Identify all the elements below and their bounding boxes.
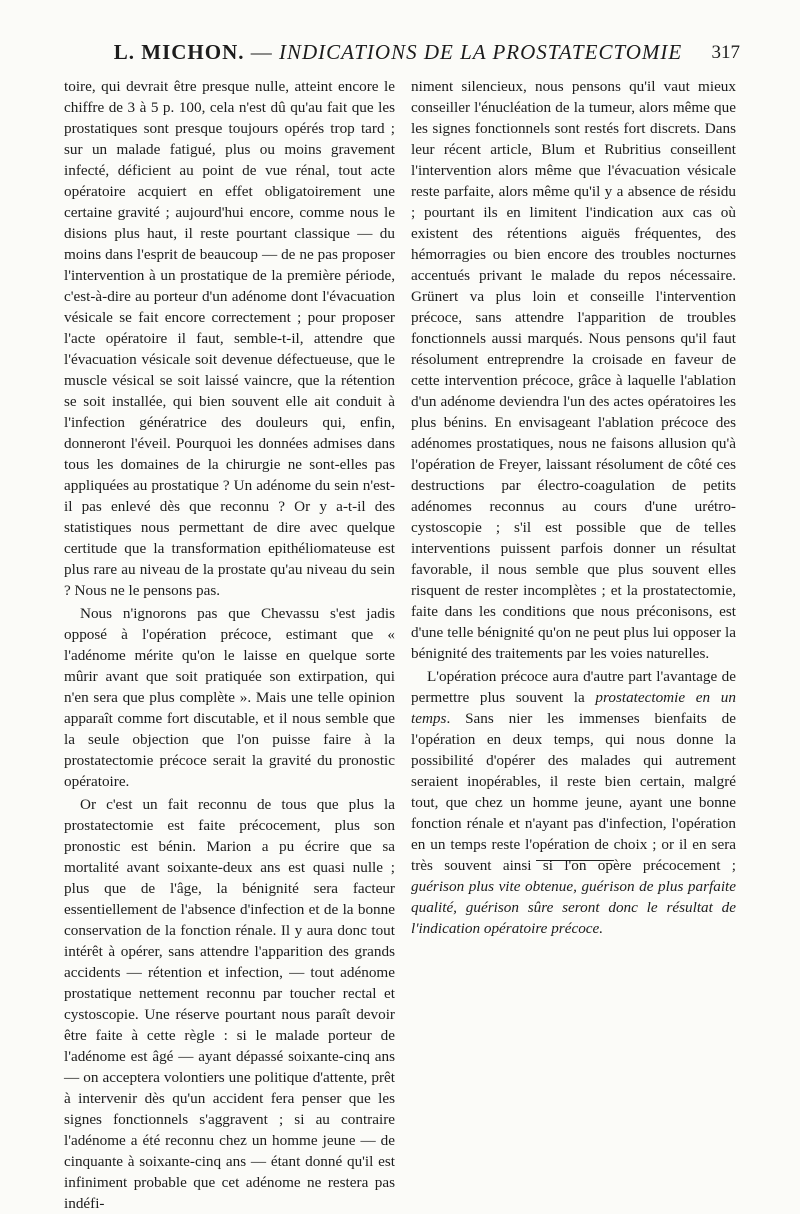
right-paragraph-2-conclusion: guérison plus vite obtenue, guérison de plus parfaite qualité, guérison sûre seront donc le résultat de l'indication opératoire précoce. <box>411 878 736 937</box>
header-subject: INDICATIONS DE LA PROSTATECTOMIE <box>279 40 683 64</box>
running-header <box>98 40 740 70</box>
right-paragraph-1: niment silencieux, nous pensons qu'il vaut mieux conseiller l'énucléation de la tumeur, alors même que les signes fonctionnels sont restés fort discrets. Dans leur récent article, Blum et Rubritius conseillent l'intervention alors même que l'évacuation vésicale reste parfaite, alors même qu'il y a absence de résidu ; pourtant ils en limitent l'indication aux cas où existent des rétentions aiguës fréquentes, des hémorragies ou bien encore des troubles nocturnes accentués privant le malade du repos nécessaire. Grünert va plus loin et conseille l'intervention précoce, sans attendre l'apparition de troubles fonctionnels aussi marqués. Nous pensons qu'il faut résolument entreprendre la croisade en faveur de cette intervention précoce, grâce à laquelle l'ablation d'un adénome deviendra l'un des actes opératoires les plus bénins. En envisageant l'ablation précoce des adénomes prostatiques, nous ne faisons allusion qu'à l'opération de Freyer, laissant résolument de côté ces destructions par électro-coagulation de petits adénomes reconnus au cours d'une urétro-cystoscopie ; s'il est possible que de telles interventions puissent parfois donner un résultat favorable, il nous semble que plus souvent elles risquent de rester incomplètes ; et la prostatectomie, faite dans les conditions que nous préconisons, est d'une telle bénignité qu'on ne peut plus lui opposer la bénignité des traitements par les voies naturelles. <box>411 78 736 662</box>
section-end-rule <box>536 860 614 861</box>
running-title <box>98 40 698 65</box>
right-paragraph-2-a: L'opération précoce aura d'autre part l'avantage de permettre plus souvent la <box>411 668 736 706</box>
left-paragraph-1: toire, qui devrait être presque nulle, atteint encore le chiffre de 3 à 5 p. 100, cela n'est dû qu'au fait que les prostatiques sont presque toujours opérés trop tard ; sur un malade fatigué, plus ou moins gravement infecté, déficient au point de vue rénal, tout acte opératoire acquiert en effet obligatoirement une certaine gravité ; aujourd'hui encore, comme nous le disions plus haut, il reste pourtant classique — du moins dans l'esprit de beaucoup — de ne pas proposer l'intervention à un prostatique de la première période, c'est-à-dire au porteur d'un adénome dont l'évacuation vésicale se fait encore correctement ; pour proposer l'acte opératoire il faut, semble-t-il, attendre que l'évacuation vésicale soit devenue défectueuse, que le muscle vésical se soit laissé vaincre, que la rétention se soit installée, qui bien souvent elle ait conduit à l'infection génératrice des douleurs qui, enfin, donneront l'éveil. Pourquoi les données admises dans tous les domaines de la chirurgie ne sont-elles pas appliquées au prostatique ? Un adénome du sein n'est-il pas enlevé dès que reconnu ? Or y a-t-il des statistiques nous permettant de dire avec quelque certitude que la transformation epithéliomateuse est plus rare au niveau de la prostate qu'au niveau du sein ? Nous ne le pensons pas. <box>64 78 395 599</box>
left-paragraph-2: Nous n'ignorons pas que Chevassu s'est jadis opposé à l'opération précoce, estimant que « l'adénome mérite qu'on le laisse en quelque sorte mûrir avant que soit pratiquée son extirpation, qui n'en sera que plus complète ». Mais une telle opinion apparaît comme fort discutable, et il nous semble que la seule objection que l'on puisse faire à la prostatectomie précoce serait la gravité du pronostic opératoire. <box>64 605 395 790</box>
header-author: L. MICHON. <box>113 40 245 64</box>
page-number: 317 <box>711 42 740 63</box>
left-column <box>64 76 395 1212</box>
right-paragraph-2-emphasis: prostatectomie en un temps <box>411 689 736 727</box>
right-column <box>411 76 736 1106</box>
right-paragraph-2-c: . Sans nier les immenses bienfaits de l'opération en deux temps, qui nous donne la possibilité d'opérer des malades qui autrement seraient inopérables, il reste bien certain, malgré tout, que chez un homme jeune, ayant une bonne fonction rénale et n'ayant pas d'infection, l'opération en un temps reste l'opération de choix ; or il en sera très souvent ainsi si l'on opère précocement ; <box>411 710 736 874</box>
header-dash: — <box>244 40 280 64</box>
left-paragraph-3: Or c'est un fait reconnu de tous que plus la prostatectomie est faite précocement, plus son pronostic est bénin. Marion a pu écrire que sa mortalité avant soixante-deux ans est quasi nulle ; plus que de l'âge, la bénignité sera facteur essentiellement de l'absence d'infection et de la bonne conservation de la fonction rénale. Il y aura donc tout intérêt à opérer, sans attendre l'apparition des grands accidents — rétention et infection, — tout adénome prostatique nettement reconnu par toucher rectal et cystoscopie. Une réserve pourtant nous paraît devoir être faite à cette règle : si le malade porteur de l'adénome est âgé — ayant dépassé soixante-cinq ans — on acceptera volontiers une politique d'attente, prêt à intervenir dès qu'un accident fera penser que les signes fonctionnels s'aggravent ; si au contraire l'adénome a été reconnu chez un homme jeune — de cinquante à soixante-cinq ans — étant donné qu'il est infiniment probable que cet adénome ne restera pas indéfi- <box>64 796 395 1212</box>
right-paragraph-2 <box>411 666 736 939</box>
